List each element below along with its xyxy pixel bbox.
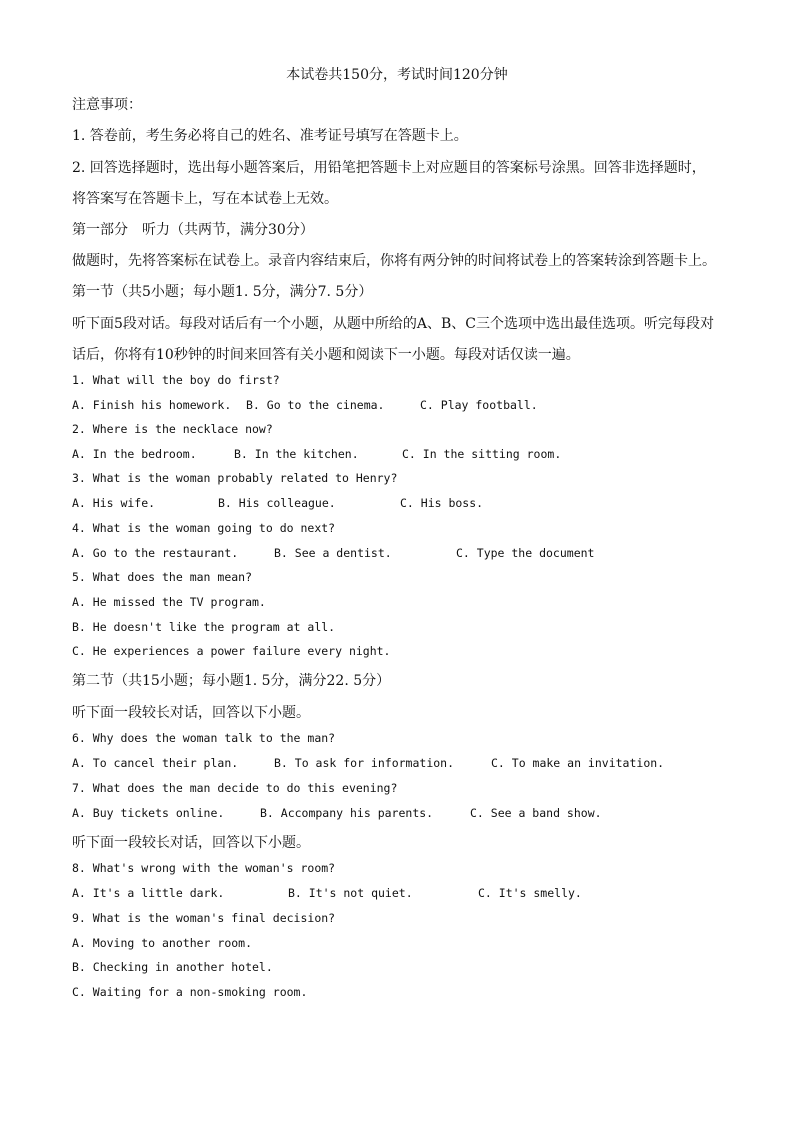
question-9: 9. What is the woman's final decision? (72, 911, 336, 925)
question-1: 1. What will the boy do first? (72, 373, 280, 387)
notice-item-1: 1. 答卷前，考生务必将自己的姓名、准考证号填写在答题卡上。 (72, 128, 468, 144)
question-5-option-b: B. He doesn't like the program at all. (72, 620, 336, 634)
option-c: C. Type the document (456, 546, 595, 560)
question-3-options (72, 496, 483, 510)
option-b: B. Accompany his parents. (260, 806, 434, 820)
question-3: 3. What is the woman probably related to Henry? (72, 471, 398, 485)
question-6: 6. Why does the woman talk to the man? (72, 731, 336, 745)
option-a: A. It's a little dark. (72, 886, 225, 900)
option-c: C. To make an invitation. (491, 756, 665, 770)
part1-instruction: 做题时，先将答案标在试卷上。录音内容结束后，你将有两分钟的时间将试卷上的答案转涂到答题卡上。 (72, 253, 716, 269)
question-2: 2. Where is the necklace now? (72, 422, 273, 436)
question-2-options (72, 447, 561, 461)
option-c: C. See a band show. (470, 806, 602, 820)
section1-instruction-continued: 话后，你将有10秒钟的时间来回答有关小题和阅读下一小题。每段对话仅读一遍。 (72, 347, 580, 363)
option-c: C. His boss. (400, 496, 484, 510)
section2-instruction-2: 听下面一段较长对话，回答以下小题。 (72, 835, 310, 851)
notice-item-2-continued: 将答案写在答题卡上，写在本试卷上无效。 (72, 191, 338, 207)
section1-heading: 第一节（共5小题；每小题1. 5分，满分7. 5分） (72, 284, 373, 300)
question-8-options (72, 886, 582, 900)
option-c: C. It's smelly. (478, 886, 582, 900)
question-7: 7. What does the man decide to do this evening? (72, 781, 398, 795)
question-9-option-b: B. Checking in another hotel. (72, 960, 273, 974)
question-6-options (72, 756, 664, 770)
option-b: B. To ask for information. (274, 756, 455, 770)
question-4: 4. What is the woman going to do next? (72, 521, 336, 535)
option-a: A. Go to the restaurant. (72, 546, 239, 560)
question-5: 5. What does the man mean? (72, 570, 253, 584)
option-a: A. Finish his homework. (72, 398, 232, 412)
section2-instruction-1: 听下面一段较长对话，回答以下小题。 (72, 705, 310, 721)
option-a: A. His wife. (72, 496, 156, 510)
option-b: B. It's not quiet. (288, 886, 413, 900)
option-b: B. See a dentist. (274, 546, 392, 560)
option-a: A. In the bedroom. (72, 447, 197, 461)
option-c: C. Play football. (420, 398, 538, 412)
option-b: B. In the kitchen. (234, 447, 359, 461)
exam-title: 本试卷共150分，考试时间120分钟 (286, 67, 508, 83)
option-b: B. Go to the cinema. (246, 398, 385, 412)
option-b: B. His colleague. (218, 496, 336, 510)
question-4-options (72, 546, 594, 560)
part1-heading: 第一部分 听力（共两节，满分30分） (72, 222, 314, 238)
section2-heading: 第二节（共15小题；每小题1. 5分，满分22. 5分） (72, 673, 391, 689)
notice-heading: 注意事项： (72, 97, 142, 113)
question-9-option-a: A. Moving to another room. (72, 936, 253, 950)
question-5-option-c: C. He experiences a power failure every night. (72, 644, 391, 658)
option-a: A. To cancel their plan. (72, 756, 239, 770)
section1-instruction: 听下面5段对话。每段对话后有一个小题，从题中所给的A、B、C三个选项中选出最佳选项。听完每段对 (72, 316, 715, 332)
question-7-options (72, 806, 602, 820)
question-8: 8. What's wrong with the woman's room? (72, 861, 336, 875)
option-c: C. In the sitting room. (402, 447, 562, 461)
notice-item-2: 2. 回答选择题时，选出每小题答案后，用铅笔把答题卡上对应题目的答案标号涂黑。回答非选择题时， (72, 160, 706, 176)
option-a: A. Buy tickets online. (72, 806, 225, 820)
question-1-options (72, 398, 538, 412)
question-5-option-a: A. He missed the TV program. (72, 595, 266, 609)
question-9-option-c: C. Waiting for a non-smoking room. (72, 985, 308, 999)
